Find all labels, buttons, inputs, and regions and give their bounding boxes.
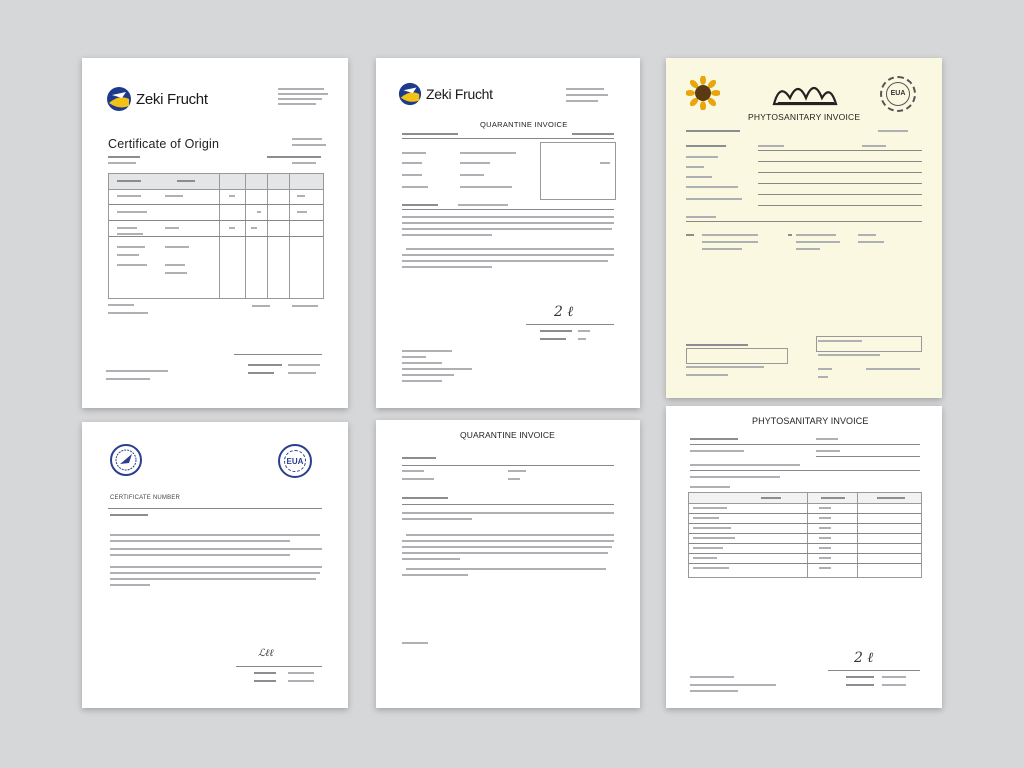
document-title: PHYTOSANITARY INVOICE bbox=[752, 416, 869, 426]
declaration-box-left bbox=[686, 348, 788, 364]
brand-name: Zeki Frucht bbox=[426, 86, 493, 102]
document-title: QUARANTINE INVOICE bbox=[460, 430, 555, 440]
right-seal-icon bbox=[278, 444, 312, 478]
document-certificate-of-origin[interactable] bbox=[82, 58, 348, 408]
signature-icon: ℒℓℓ bbox=[258, 648, 274, 659]
document-phytosanitary-invoice[interactable] bbox=[666, 406, 942, 708]
zeki-frucht-logo-icon bbox=[106, 86, 132, 112]
zeki-frucht-logo-icon bbox=[398, 82, 422, 106]
document-title: CERTIFICATE NUMBER bbox=[110, 495, 181, 501]
left-seal-icon bbox=[110, 444, 142, 476]
seal-text: EUA bbox=[890, 90, 906, 97]
document-certificate-seals[interactable] bbox=[82, 422, 348, 708]
document-title: Certificate of Origin bbox=[108, 137, 220, 151]
document-title: QUARANTINE INVOICE bbox=[480, 120, 568, 129]
phyto-table bbox=[688, 492, 922, 578]
invoice-details-box bbox=[540, 142, 616, 200]
address-block bbox=[278, 88, 328, 105]
declaration-box-right bbox=[816, 336, 922, 352]
document-quarantine-invoice[interactable] bbox=[376, 420, 640, 708]
signature-icon: 2 ℓ bbox=[554, 304, 574, 320]
sunflower-icon bbox=[686, 76, 720, 110]
document-phytosanitary-invoice-cream[interactable] bbox=[666, 58, 942, 398]
document-quarantine-invoice-zeki[interactable] bbox=[376, 58, 640, 408]
brand-name: Zeki Frucht bbox=[136, 90, 208, 108]
brand-logo bbox=[106, 86, 208, 112]
seal-text: EUA bbox=[286, 457, 304, 466]
document-title: PHYTOSANITARY INVOICE bbox=[748, 112, 861, 122]
goods-table bbox=[108, 173, 324, 299]
emblem-logo-icon bbox=[770, 76, 840, 108]
signature-icon: 2 ℓ bbox=[854, 650, 874, 666]
brand-logo bbox=[398, 82, 493, 106]
official-seal bbox=[880, 76, 916, 112]
